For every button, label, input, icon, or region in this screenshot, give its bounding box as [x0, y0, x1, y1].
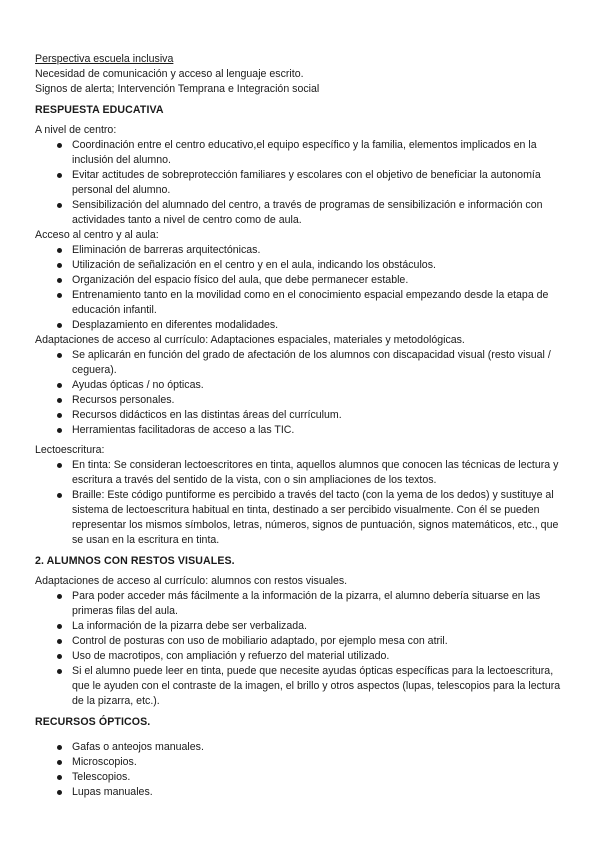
document-page	[35, 52, 565, 800]
bullet-list-centro	[35, 138, 565, 228]
section-heading-restos: 2. ALUMNOS CON RESTOS VISUALES.	[35, 555, 235, 567]
intro-line-2: Signos de alerta; Intervención Temprana e Integración social	[35, 83, 320, 95]
list-item: Ayudas ópticas / no ópticas.	[35, 378, 565, 393]
list-item: Control de posturas con uso de mobiliario adaptado, por ejemplo mesa con atril.	[35, 634, 565, 649]
document-title: Perspectiva escuela inclusiva	[35, 53, 174, 65]
list-item: Lupas manuales.	[35, 785, 565, 800]
subsection-label-centro: A nivel de centro:	[35, 124, 117, 136]
section-heading-recursos: RECURSOS ÓPTICOS.	[35, 716, 151, 728]
section-heading-respuesta: RESPUESTA EDUCATIVA	[35, 104, 164, 116]
list-item: En tinta: Se consideran lectoescritores en tinta, aquellos alumnos que conocen las técnicas de lectura y escritura a través del sentido de la vista, con o sin ampliaciones de los textos.	[35, 458, 565, 488]
subsection-label-lectoescritura: Lectoescritura:	[35, 444, 105, 456]
list-item: Coordinación entre el centro educativo,el equipo específico y la familia, elementos implicados en la inclusión del alumno.	[35, 138, 565, 168]
bullet-list-restos	[35, 589, 565, 709]
list-item: Utilización de señalización en el centro y en el aula, indicando los obstáculos.	[35, 258, 565, 273]
subsection-label-adaptaciones: Adaptaciones de acceso al currículo: Adaptaciones espaciales, materiales y metodológicas.	[35, 334, 465, 346]
bullet-list-acceso	[35, 243, 565, 333]
list-item: Uso de macrotipos, con ampliación y refuerzo del material utilizado.	[35, 649, 565, 664]
list-item: Recursos didácticos en las distintas áreas del currículum.	[35, 408, 565, 423]
list-item: La información de la pizarra debe ser verbalizada.	[35, 619, 565, 634]
list-item: Sensibilización del alumnado del centro, a través de programas de sensibilización e información con actividades tanto a nivel de centro como de aula.	[35, 198, 565, 228]
list-item: Recursos personales.	[35, 393, 565, 408]
subsection-label-acceso: Acceso al centro y al aula:	[35, 229, 159, 241]
list-item: Para poder acceder más fácilmente a la información de la pizarra, el alumno debería situarse en las primeras filas del aula.	[35, 589, 565, 619]
intro-line-1: Necesidad de comunicación y acceso al lenguaje escrito.	[35, 68, 304, 80]
list-item: Telescopios.	[35, 770, 565, 785]
list-item: Desplazamiento en diferentes modalidades.	[35, 318, 565, 333]
list-item: Evitar actitudes de sobreprotección familiares y escolares con el objetivo de beneficiar la autonomía personal del alumno.	[35, 168, 565, 198]
subsection-label-restos: Adaptaciones de acceso al currículo: alumnos con restos visuales.	[35, 575, 348, 587]
bullet-list-lectoescritura	[35, 458, 565, 548]
list-item: Eliminación de barreras arquitectónicas.	[35, 243, 565, 258]
list-item: Herramientas facilitadoras de acceso a las TIC.	[35, 423, 565, 438]
list-item: Braille: Este código puntiforme es percibido a través del tacto (con la yema de los dedos) y sustituye al sistema de lectoescritura habitual en tinta, destinado a ser percibido visualmente. Con él se pueden representar los mismos símbolos, letras, números, signos de puntuación, signos matemáticos, etc., que se usan en la escritura en tinta.	[35, 488, 565, 548]
list-item: Si el alumno puede leer en tinta, puede que necesite ayudas ópticas específicas para la lectoescritura, que le ayuden con el contraste de la imagen, el brillo y otros aspectos (lupas, telescopios para la lectura de la pizarra, etc.).	[35, 664, 565, 709]
list-item: Entrenamiento tanto en la movilidad como en el conocimiento espacial empezando desde la etapa de educación infantil.	[35, 288, 565, 318]
list-item: Microscopios.	[35, 755, 565, 770]
list-item: Organización del espacio físico del aula, que debe permanecer estable.	[35, 273, 565, 288]
bullet-list-adaptaciones	[35, 348, 565, 438]
list-item: Se aplicarán en función del grado de afectación de los alumnos con discapacidad visual (resto visual / ceguera).	[35, 348, 565, 378]
list-item: Gafas o anteojos manuales.	[35, 740, 565, 755]
bullet-list-recursos	[35, 740, 565, 800]
